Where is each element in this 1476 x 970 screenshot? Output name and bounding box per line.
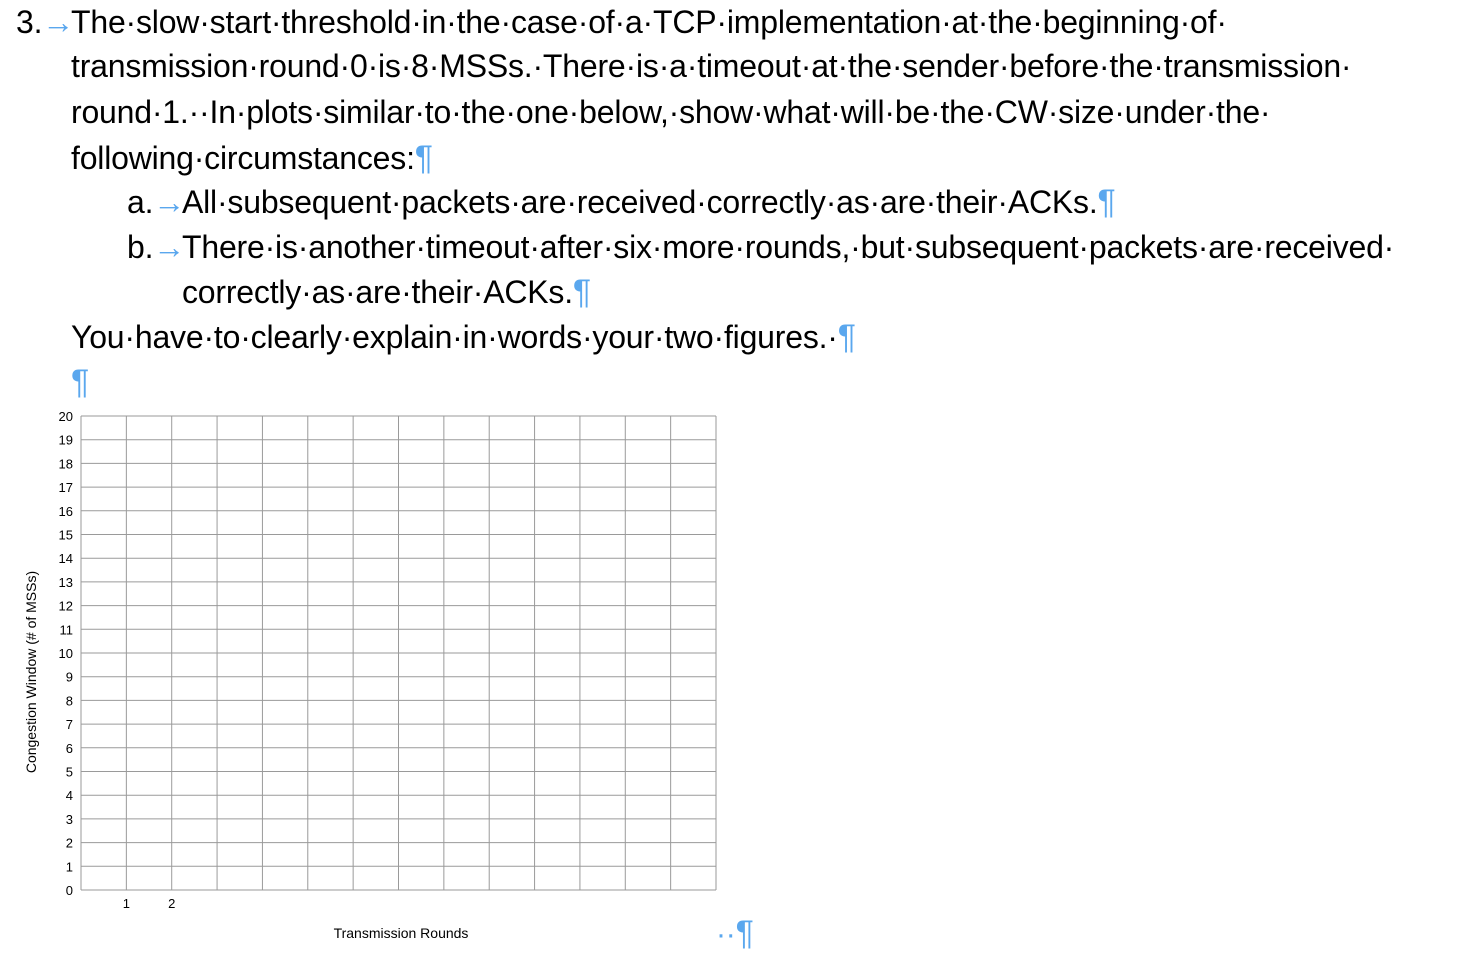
question-line-2: transmission·round·0·is·8·MSSs.·There·is·a·timeout·at·the·sender·before·the·transmission·	[71, 48, 1352, 84]
y-tick-label: 15	[58, 527, 73, 543]
pilcrow-icon: ¶	[572, 273, 591, 311]
y-tick-label: 4	[65, 788, 73, 804]
y-tick-label: 19	[58, 432, 73, 448]
x-axis-label: Transmission Rounds	[333, 925, 469, 941]
item-a-label: a.	[127, 184, 154, 220]
pilcrow-icon: ¶	[837, 318, 856, 356]
question-line-4	[71, 136, 433, 180]
tab-arrow-icon: →	[153, 229, 186, 265]
item-b	[127, 225, 185, 269]
item-a-text	[182, 180, 1116, 224]
item-a-line-1: All·subsequent·packets·are·received·correctly·as·are·their·ACKs.	[182, 184, 1098, 220]
y-tick-labels	[59, 409, 73, 898]
y-tick-label: 13	[58, 574, 73, 590]
y-tick-label: 5	[65, 764, 73, 780]
item-b-line-2-text: correctly·as·are·their·ACKs.	[182, 274, 573, 310]
y-tick-label: 20	[58, 409, 73, 424]
y-tick-label: 6	[65, 740, 73, 756]
x-tick-label: 2	[168, 896, 176, 911]
x-tick-labels	[123, 896, 176, 911]
congestion-window-chart	[0, 400, 760, 960]
y-tick-label: 16	[58, 503, 73, 519]
y-tick-label: 18	[58, 456, 73, 472]
y-axis-label: Congestion Window (# of MSSs)	[23, 570, 39, 774]
chart-grid	[81, 416, 716, 890]
y-tick-label: 9	[65, 669, 73, 685]
question-number	[16, 0, 74, 44]
question-line-1: The·slow·start·threshold·in·the·case·of·a·TCP·implementation·at·the·beginning·of·	[71, 4, 1227, 40]
item-b-label: b.	[127, 229, 154, 265]
y-tick-label: 12	[58, 598, 73, 614]
y-tick-label: 2	[65, 835, 73, 851]
y-tick-label: 17	[58, 480, 73, 496]
pilcrow-icon: ¶	[71, 363, 90, 401]
pilcrow-icon: ¶	[1097, 183, 1116, 221]
pilcrow-icon: ¶	[414, 139, 433, 177]
y-tick-label: 14	[58, 551, 73, 567]
item-a	[127, 180, 185, 224]
pilcrow-icon: ¶	[735, 914, 754, 952]
y-tick-label: 8	[65, 693, 73, 709]
y-tick-label: 3	[65, 811, 73, 827]
empty-paragraph	[71, 360, 89, 404]
x-tick-label: 1	[122, 896, 130, 911]
closing-text: You·have·to·clearly·explain·in·words·your·two·figures.·	[71, 319, 838, 355]
trailing-dots: ··	[716, 918, 736, 951]
y-tick-label: 0	[65, 883, 73, 898]
question-line-4-text: following·circumstances:	[71, 140, 415, 176]
tab-arrow-icon: →	[153, 184, 186, 220]
question-number-label: 3.	[16, 4, 43, 40]
y-tick-label: 10	[58, 646, 73, 661]
item-b-line-2	[182, 270, 591, 314]
y-tick-label: 1	[65, 859, 73, 875]
item-b-line-1: There·is·another·timeout·after·six·more·rounds,·but·subsequent·packets·are·received·	[182, 229, 1395, 265]
y-tick-label: 7	[65, 717, 73, 733]
y-tick-label: 11	[59, 622, 73, 638]
trailing-marks	[716, 911, 754, 957]
question-line-3: round·1.··In·plots·similar·to·the·one·below,·show·what·will·be·the·CW·size·under·the·	[71, 94, 1271, 130]
closing-line	[71, 315, 856, 359]
tab-arrow-icon: →	[42, 4, 75, 40]
